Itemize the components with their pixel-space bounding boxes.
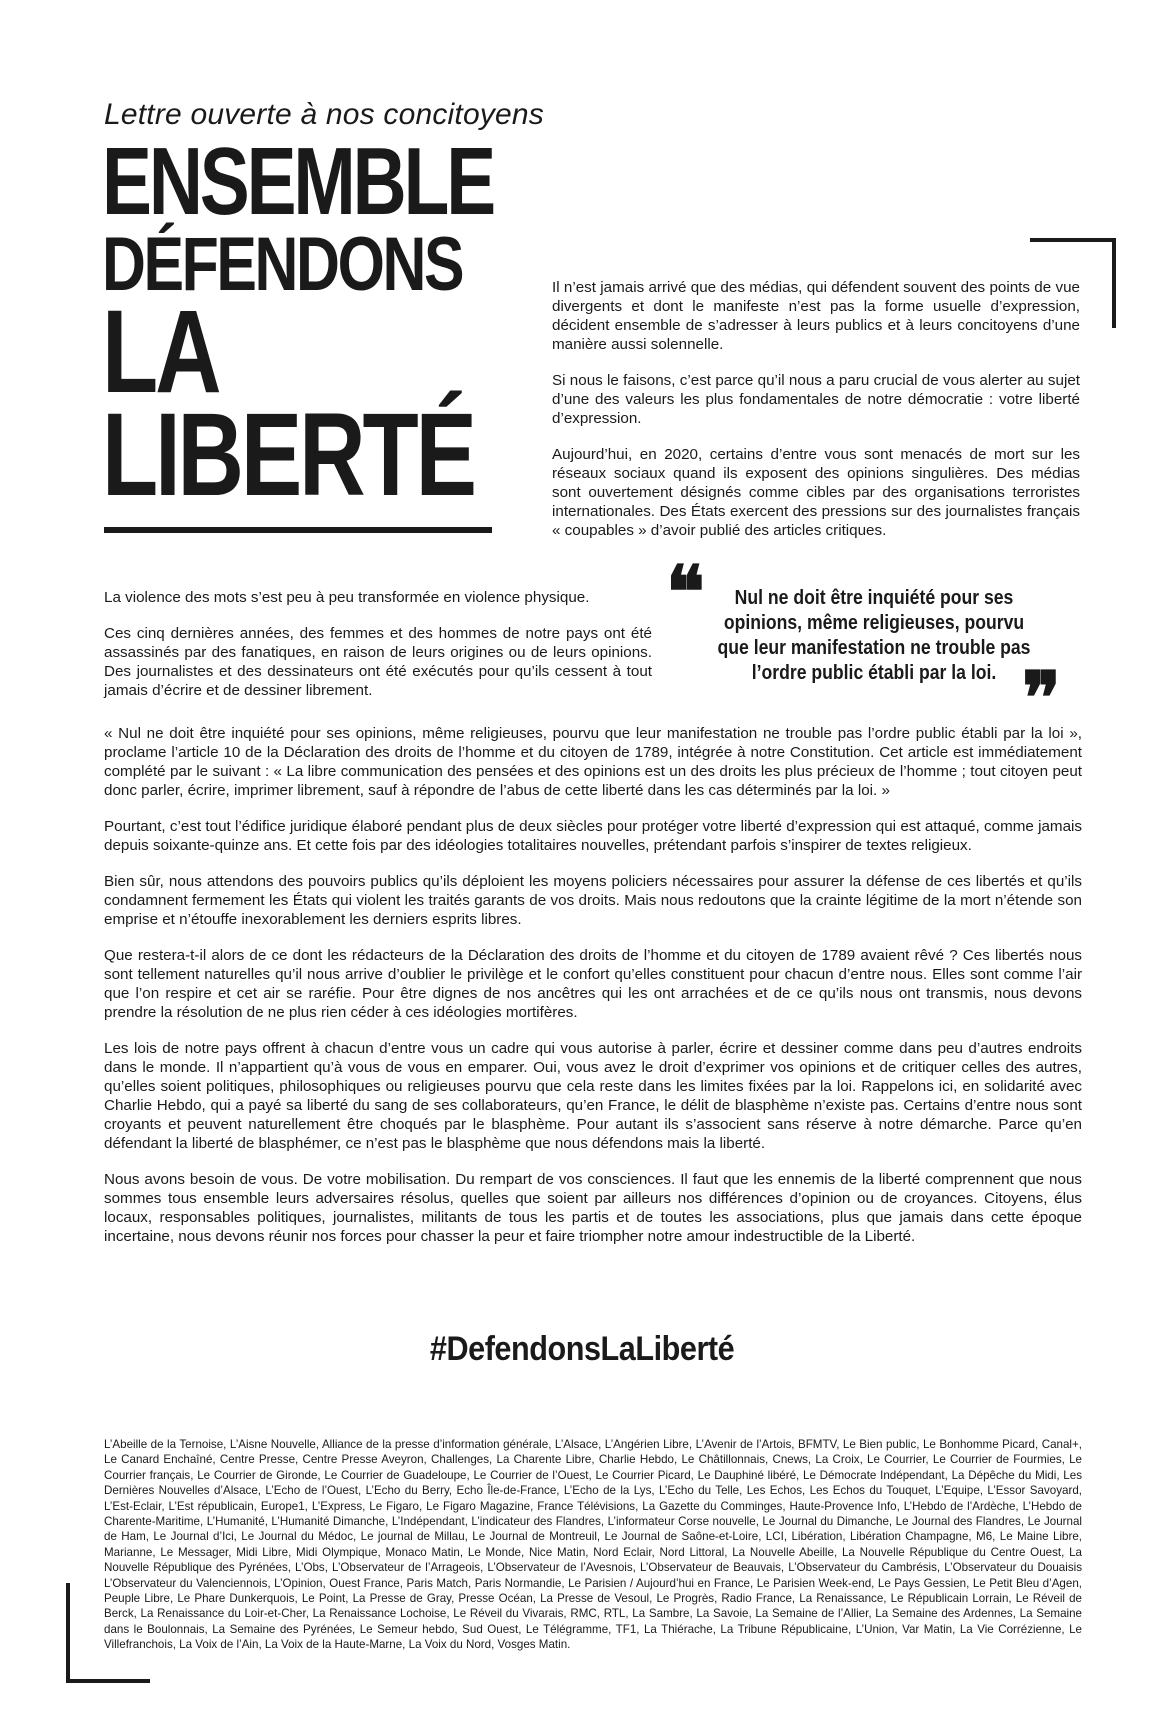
body-text xyxy=(104,724,1082,1263)
headline-line-2: DÉFENDONS xyxy=(102,222,463,308)
corner-frame-top-right-vertical xyxy=(1112,238,1116,328)
subtitle: Lettre ouverte à nos concitoyens xyxy=(104,98,544,131)
body-paragraph: Que restera-t-il alors de ce dont les rédacteurs de la Déclaration des droits de l’homme et du citoyen de 1789 avaient rêvé ? Ces libertés nous sont tellement naturelles qu’il nous arrive d’oublier le privilège et le confort qu’elles constituent pour chacun d’entre nous. Elles sont comme l’air que l’on respire et cet air se raréfie. Pour être dignes de nos ancêtres qui les ont arrachées et de ce qu’ils nous ont transmis, nous devons prendre la résolution de ne plus rien céder à ces idéologies mortifères. xyxy=(104,947,1082,1021)
close-quote-icon: ❞ xyxy=(1022,655,1061,740)
open-quote-icon: ❝ xyxy=(666,549,705,634)
intro-paragraph: Il n’est jamais arrivé que des médias, qui défendent souvent des points de vue divergents et dont le manifeste n’est pas la forme usuelle d’expression, décident ensemble de s’adresser à leurs publics et à leurs concitoyens d’une manière aussi solennelle. xyxy=(552,279,1080,353)
body-paragraph: Pourtant, c’est tout l’édifice juridique élaboré pendant plus de deux siècles pour protéger votre liberté d’expression qui est attaqué, comme jamais depuis soixante-quinze ans. Et cette fois par des idéologies totalitaires nouvelles, prétendant parfois s’inspirer de textes religieux. xyxy=(104,818,1082,854)
headline-underline xyxy=(104,527,492,533)
body-paragraph: Les lois de notre pays offrent à chacun d’entre vous un cadre qui vous autorise à parler, écrire et dessiner comme dans peu d’autres endroits dans le monde. Il n’appartient qu’à vous de vous en emparer. Oui, vous avez le droit d’exprimer vos opinions et de critiquer celles des autres, qu’elles soient politiques, philosophiques ou religieuses pourvu que cela reste dans les limites fixées par la loi. Rappelons ici, en solidarité avec Charlie Hebdo, qui a payé sa liberté du sang de ses collaborateurs, qu’en France, le délit de blasphème n’existe pas. Certains d’entre nous sont croyants et peuvent naturellement être choqués par le blasphème. Pour autant ils s’associent sans réserve à notre démarche. Parce qu’en défendant la liberté de blasphémer, ce n’est pas le blasphème que nous défendons mais la liberté. xyxy=(104,1040,1082,1152)
intro-paragraph: Si nous le faisons, c’est parce qu’il nous a paru crucial de vous alerter au sujet d’une des valeurs les plus fondamentales de notre démocratie : votre liberté d’expression. xyxy=(552,372,1080,427)
corner-frame-bottom-left-horizontal xyxy=(66,1679,150,1683)
body-paragraph: Nous avons besoin de vous. De votre mobilisation. Du rempart de vos consciences. Il faut que les ennemis de la liberté comprennent que nous sommes tous ensemble leurs adversaires résolus, quelles que soient par ailleurs nos différences d’opinion ou de croyances. Citoyens, élus locaux, responsables politiques, journalistes, militants de tous les partis et de toutes les associations, plus que jamais dans cette époque incertaine, nous devons réunir nos forces pour chasser la peur et faire triompher notre amour indestructible de la Liberté. xyxy=(104,1171,1082,1245)
headline-line-1: ENSEMBLE xyxy=(102,128,494,235)
corner-frame-top-right xyxy=(1030,238,1116,242)
intro-paragraph: Aujourd’hui, en 2020, certains d’entre vous sont menacés de mort sur les réseaux sociaux quand ils exposent des opinions singulières. Des médias sont ouvertement désignés comme cibles par des organisations terroristes internationales. Des États exercent des pressions sur des journalistes français « coupables » d’avoir publié des articles critiques. xyxy=(552,446,1080,539)
hashtag xyxy=(0,1330,1164,1369)
headline-line-4: LIBERTÉ xyxy=(102,388,474,521)
headline xyxy=(102,128,502,521)
left-paragraph: La violence des mots s’est peu à peu transformée en violence physique. xyxy=(104,589,590,606)
left-column xyxy=(104,588,652,717)
pull-quote: Nul ne doit être inquiété pour ses opinions, même religieuses, pourvu que leur manifestation ne trouble pas l’ordre public établi par la loi. xyxy=(717,587,1031,684)
body-paragraph: « Nul ne doit être inquiété pour ses opinions, même religieuses, pourvu que leur manifestation ne trouble pas l’ordre public établi par la loi », proclame l’article 10 de la Déclaration des droits de l’homme et du citoyen de 1789, intégrée à notre Constitution. Cet article est immédiatement complété par le suivant : « La libre communication des pensées et des opinions est un des droits les plus précieux de l’homme ; tout citoyen peut donc parler, écrire, imprimer librement, sauf à répondre de l’abus de cette liberté dans les cas déterminés par la loi. » xyxy=(104,725,1082,799)
headline-line-3: LA xyxy=(102,286,219,419)
body-paragraph: Bien sûr, nous attendons des pouvoirs publics qu’ils déploient les moyens policiers nécessaires pour assurer la défense de ces libertés et qu’ils condamnent fermement les États qui violent les traités garants de vos droits. Mais nous redoutons que la crainte légitime de la mort n’étende son emprise et n’étouffe inexorablement les derniers esprits libres. xyxy=(104,873,1082,928)
corner-frame-bottom-left xyxy=(66,1583,70,1683)
hashtag-text: #DefendonsLaLiberté xyxy=(429,1330,735,1368)
intro-column xyxy=(552,278,1080,557)
left-paragraph: Ces cinq dernières années, des femmes et des hommes de notre pays ont été assassinés par des fanatiques, en raison de leurs origines ou de leurs opinions. Des journalistes et des dessinateurs ont été exécutés pour qu’ils cessent à tout jamais d’écrire et de dessiner librement. xyxy=(104,625,652,699)
signatories-list: L’Abeille de la Ternoise, L’Aisne Nouvelle, Alliance de la presse d’information générale, L’Alsace, L’Angérien Libre, L’Avenir de l’Artois, BFMTV, Le Bien public, Le Bonhomme Picard, Canal+, Le Canard Enchaîné, Centre Presse, Centre Presse Aveyron, Challenges, La Charente Libre, Charlie Hebdo, Le Châtillonnais, Cnews, La Croix, Le Courrier, Le Courrier de Fourmies, Le Courrier français, Le Courrier de Gironde, Le Courrier de Guadeloupe, Le Courrier de l’Ouest, Le Courrier Picard, Le Dauphiné libéré, Le Démocrate Indépendant, La Dépêche du Midi, Les Dernières Nouvelles d’Alsace, L’Echo de l’Ouest, L’Echo du Berry, Echo Île-de-France, L’Echo de la Lys, L’Echo du Telle, Les Echos, Les Echos du Touquet, L’Equipe, L’Essor Savoyard, L’Est-Eclair, L’Est républicain, Europe1, L’Express, Le Figaro, Le Figaro Magazine, France Télévisions, La Gazette du Comminges, Haute-Provence Info, L’Hebdo de l’Ardèche, L’Hebdo de Charente-Maritime, L’Humanité, L’Humanité Dimanche, L’Indépendant, L’indicateur des Flandres, L’informateur Corse nouvelle, Le Journal du Dimanche, Le Journal des Flandres, Le Journal de Ham, Le Journal d’Ici, Le Journal du Médoc, Le journal de Millau, Le Journal de Montreuil, Le Journal de Saône-et-Loire, LCI, Libération, Libération Champagne, M6, Le Maine Libre, Marianne, Le Messager, Midi Libre, Midi Olympique, Monaco Matin, Le Monde, Nice Matin, Nord Eclair, Nord Littoral, La Nouvelle Abeille, La Nouvelle République du Centre Ouest, La Nouvelle République des Pyrénées, L’Obs, L’Observateur de l’Arrageois, L’Observateur de l’Avesnois, L’Observateur de Beauvais, L’Observateur du Cambrésis, L’Observateur du Douaisis L’Observateur du Valenciennois, L’Opinion, Ouest France, Paris Match, Paris Normandie, Le Parisien / Aujourd’hui en France, Le Parisien Week-end, Le Pays Gessien, Le Petit Bleu d’Agen, Peuple Libre, Le Phare Dunkerquois, Le Point, La Presse de Gray, Presse Océan, La Presse de Vesoul, Le Progrès, Radio France, La Renaissance, Le Républicain Lorrain, Le Réveil de Berck, La Renaissance du Loir-et-Cher, La Renaissance Lochoise, Le Réveil du Vivarais, RMC, RTL, La Sambre, La Savoie, La Semaine de l’Allier, La Semaine des Ardennes, La Semaine dans le Boulonnais, La Semaine des Pyrénées, Le Semeur hebdo, Sud Ouest, Le Télégramme, TF1, La Thiérache, La Tribune Républicaine, L’Union, Var Matin, La Vie Corrézienne, Le Villefranchois, La Voix de l’Ain, La Voix de la Haute-Marne, La Voix du Nord, Vosges Matin. xyxy=(104,1438,1082,1652)
